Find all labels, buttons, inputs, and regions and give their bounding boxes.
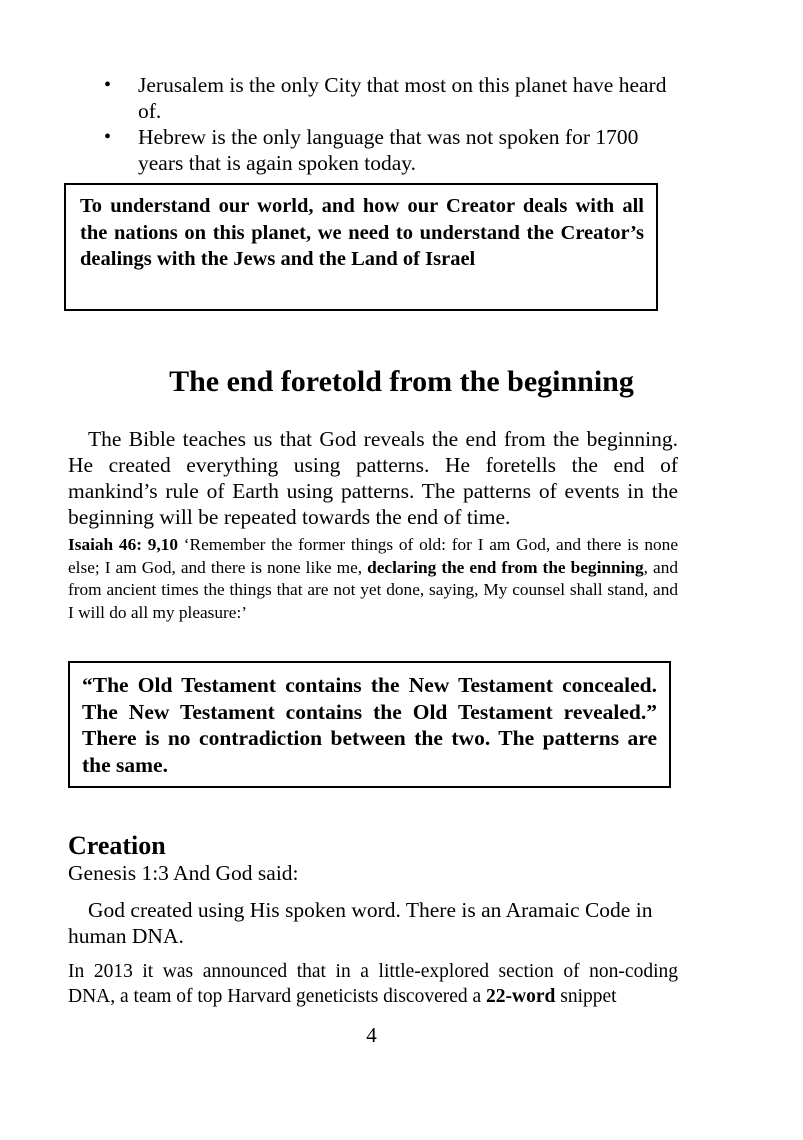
bullet-dot-icon: •: [104, 126, 112, 148]
bullet-item: [104, 124, 682, 176]
bullet-text: Hebrew is the only language that was not spoken for 1700 years that is again spoken today.: [138, 125, 639, 175]
callout-box-creator: [64, 183, 658, 311]
announcement-text: In 2013 it was announced that in a little-explored section of non-coding DNA, a team of top Harvard geneticists discovered a: [68, 961, 678, 1007]
bullet-text: Jerusalem is the only City that most on this planet have heard of.: [138, 73, 667, 123]
callout-text: “The Old Testament contains the New Testament concealed. The New Testament contains the Old Testament revealed.” There is no contradiction between the two. The patterns are the same.: [82, 673, 657, 777]
section-title: The end foretold from the beginning: [169, 365, 634, 398]
verse-emphasis: declaring the end from the beginning: [367, 557, 644, 577]
announcement-bold: 22-word: [486, 986, 556, 1007]
verse-reference: Isaiah 46: 9,10: [68, 535, 179, 554]
dna-announcement: [68, 959, 678, 1009]
bullet-item: [104, 72, 682, 124]
callout-box-testaments: [68, 661, 671, 788]
creation-heading: Creation: [68, 831, 166, 860]
verse-text: ‘Remember the former things of old: for I am God, and there is none else; I am God, and there is none like me,: [68, 535, 678, 577]
genesis-reference: Genesis 1:3 And God said:: [68, 861, 299, 885]
verse-text-end: , and from ancient times the things that are not yet done, saying, My counsel shall stand, and I will do all my pleasure:’: [68, 557, 678, 622]
bullet-dot-icon: •: [104, 74, 112, 96]
callout-text: To understand our world, and how our Creator deals with all the nations on this planet, we need to understand the Creator’s dealings with the Jews and the Land of Israel: [80, 195, 644, 270]
bullet-list: [104, 72, 682, 176]
scripture-quote: [68, 534, 678, 624]
page-number: 4: [366, 1023, 377, 1047]
announcement-text-end: snippet: [555, 986, 617, 1007]
intro-paragraph: The Bible teaches us that God reveals the end from the beginning. He created everything using patterns. He foretells the end of mankind’s rule of Earth using patterns. The patterns of events in the beginning will be repeated towards the end of time.: [68, 427, 678, 529]
creation-paragraph: God created using His spoken word. There is an Aramaic Code in human DNA.: [68, 898, 653, 948]
